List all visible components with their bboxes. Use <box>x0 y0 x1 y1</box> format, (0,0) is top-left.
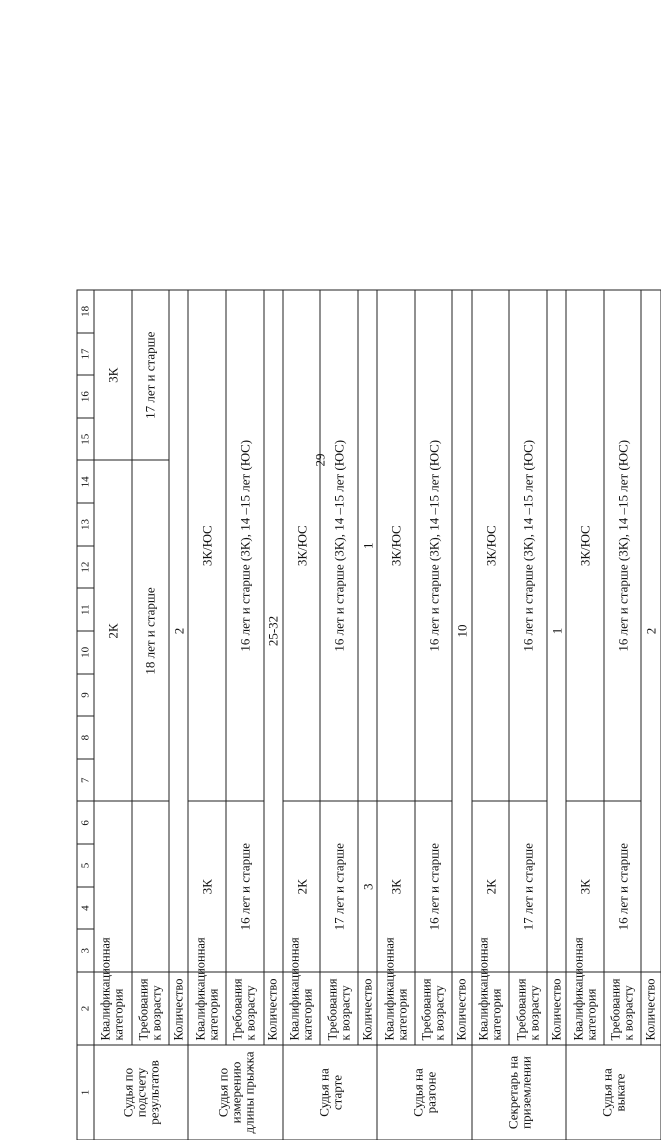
column-number: 7 <box>77 758 94 801</box>
column-number: 10 <box>77 631 94 674</box>
table-row <box>358 290 377 1140</box>
count-value: 2 <box>169 290 188 972</box>
age-label: Требования к возрасту <box>226 972 264 1045</box>
role-name: Судья на выкате <box>566 1045 661 1140</box>
age-value: 16 лет и старше <box>603 801 641 972</box>
table-row <box>471 290 509 1140</box>
category-value: 3К <box>94 290 132 461</box>
category-value: 3К <box>188 801 226 972</box>
age-label: Требования к возрасту <box>509 972 547 1045</box>
category-value: 3К <box>377 801 415 972</box>
table-row <box>94 290 132 1140</box>
count-value: 1 <box>358 290 377 802</box>
category-value: 3К/ЮС <box>282 290 320 802</box>
category-label: Квалификационная категория <box>282 972 320 1045</box>
category-value: 3К/ЮС <box>377 290 415 802</box>
category-label: Квалификационная категория <box>377 972 415 1045</box>
column-number: 2 <box>77 972 94 1045</box>
category-value: 2К <box>471 801 509 972</box>
table-row <box>603 290 641 1140</box>
table-row <box>263 290 282 1140</box>
table-row <box>546 290 565 1140</box>
category-value: 3К/ЮС <box>566 290 604 802</box>
column-number: 16 <box>77 375 94 418</box>
table-row <box>226 290 264 1140</box>
column-number: 4 <box>77 886 94 929</box>
role-name: Секретарь на приземлении <box>471 1045 565 1140</box>
column-number: 9 <box>77 673 94 716</box>
table-row <box>452 290 471 1140</box>
table-row <box>509 290 547 1140</box>
column-number: 5 <box>77 844 94 887</box>
column-number: 17 <box>77 332 94 375</box>
role-name: Судья на разгоне <box>377 1045 471 1140</box>
age-value: 16 лет и старше (3К), 14 –15 лет (ЮС) <box>320 290 358 802</box>
count-value: 1 <box>546 290 565 972</box>
category-value: 2К <box>94 460 132 801</box>
role-name: Судья по измерению длины прыжка <box>188 1045 282 1140</box>
count-label: Количество <box>169 972 188 1045</box>
table-row <box>169 290 188 1140</box>
count-label: Количество <box>452 972 471 1045</box>
table-row <box>320 290 358 1140</box>
judges-requirements-table <box>76 289 661 1140</box>
column-number: 12 <box>77 545 94 588</box>
column-number: 13 <box>77 503 94 546</box>
role-name: Судья на старте <box>282 1045 376 1140</box>
page-number-text: 29 <box>312 453 327 467</box>
category-value: 2К <box>282 801 320 972</box>
category-label: Квалификационная категория <box>188 972 226 1045</box>
age-value: 16 лет и старше (3К), 14 –15 лет (ЮС) <box>603 290 641 802</box>
age-value: 16 лет и старше (3К), 14 –15 лет (ЮС) <box>414 290 452 802</box>
table-row <box>131 290 169 1140</box>
age-label: Требования к возрасту <box>603 972 641 1045</box>
age-label: Требования к возрасту <box>414 972 452 1045</box>
category-value: 3К/ЮС <box>188 290 226 802</box>
column-number: 18 <box>77 290 94 333</box>
table-row <box>641 290 661 1140</box>
column-number: 11 <box>77 588 94 631</box>
age-value: 16 лет и старше (3К), 14 –15 лет (ЮС) <box>509 290 547 802</box>
count-value: 3 <box>358 801 377 972</box>
table-row <box>566 290 604 1140</box>
column-number: 8 <box>77 716 94 759</box>
column-number-row <box>77 290 94 1140</box>
category-label: Квалификационная категория <box>94 972 132 1045</box>
table-row <box>188 290 226 1140</box>
count-label: Количество <box>358 972 377 1045</box>
category-value: 3К <box>566 801 604 972</box>
count-label: Количество <box>263 972 282 1045</box>
age-value: 17 лет и старше <box>131 290 169 461</box>
role-name: Судья по подсчету результатов <box>94 1045 188 1140</box>
age-value: 17 лет и старше <box>509 801 547 972</box>
count-value: 2 <box>641 290 661 972</box>
category-value: 3К/ЮС <box>471 290 509 802</box>
column-number: 15 <box>77 417 94 460</box>
table-row <box>282 290 320 1140</box>
count-value: 10 <box>452 290 471 972</box>
category-label: Квалификационная категория <box>566 972 604 1045</box>
column-number: 14 <box>77 460 94 503</box>
age-label: Требования к возрасту <box>320 972 358 1045</box>
age-value: 18 лет и старше <box>131 460 169 801</box>
age-value: 17 лет и старше <box>320 801 358 972</box>
column-number: 6 <box>77 801 94 844</box>
table-row <box>414 290 452 1140</box>
age-value <box>131 801 169 972</box>
table-row <box>377 290 415 1140</box>
age-value: 16 лет и старше <box>414 801 452 972</box>
rotated-document-table <box>76 290 661 1140</box>
column-number: 1 <box>77 1045 94 1140</box>
category-label: Квалификационная категория <box>471 972 509 1045</box>
column-number: 3 <box>77 929 94 972</box>
count-value: 25-32 <box>263 290 282 972</box>
count-label: Количество <box>641 972 661 1045</box>
count-label: Количество <box>546 972 565 1045</box>
age-value: 16 лет и старше (3К), 14 –15 лет (ЮС) <box>226 290 264 802</box>
age-value: 16 лет и старше <box>226 801 264 972</box>
age-label: Требования к возрасту <box>131 972 169 1045</box>
